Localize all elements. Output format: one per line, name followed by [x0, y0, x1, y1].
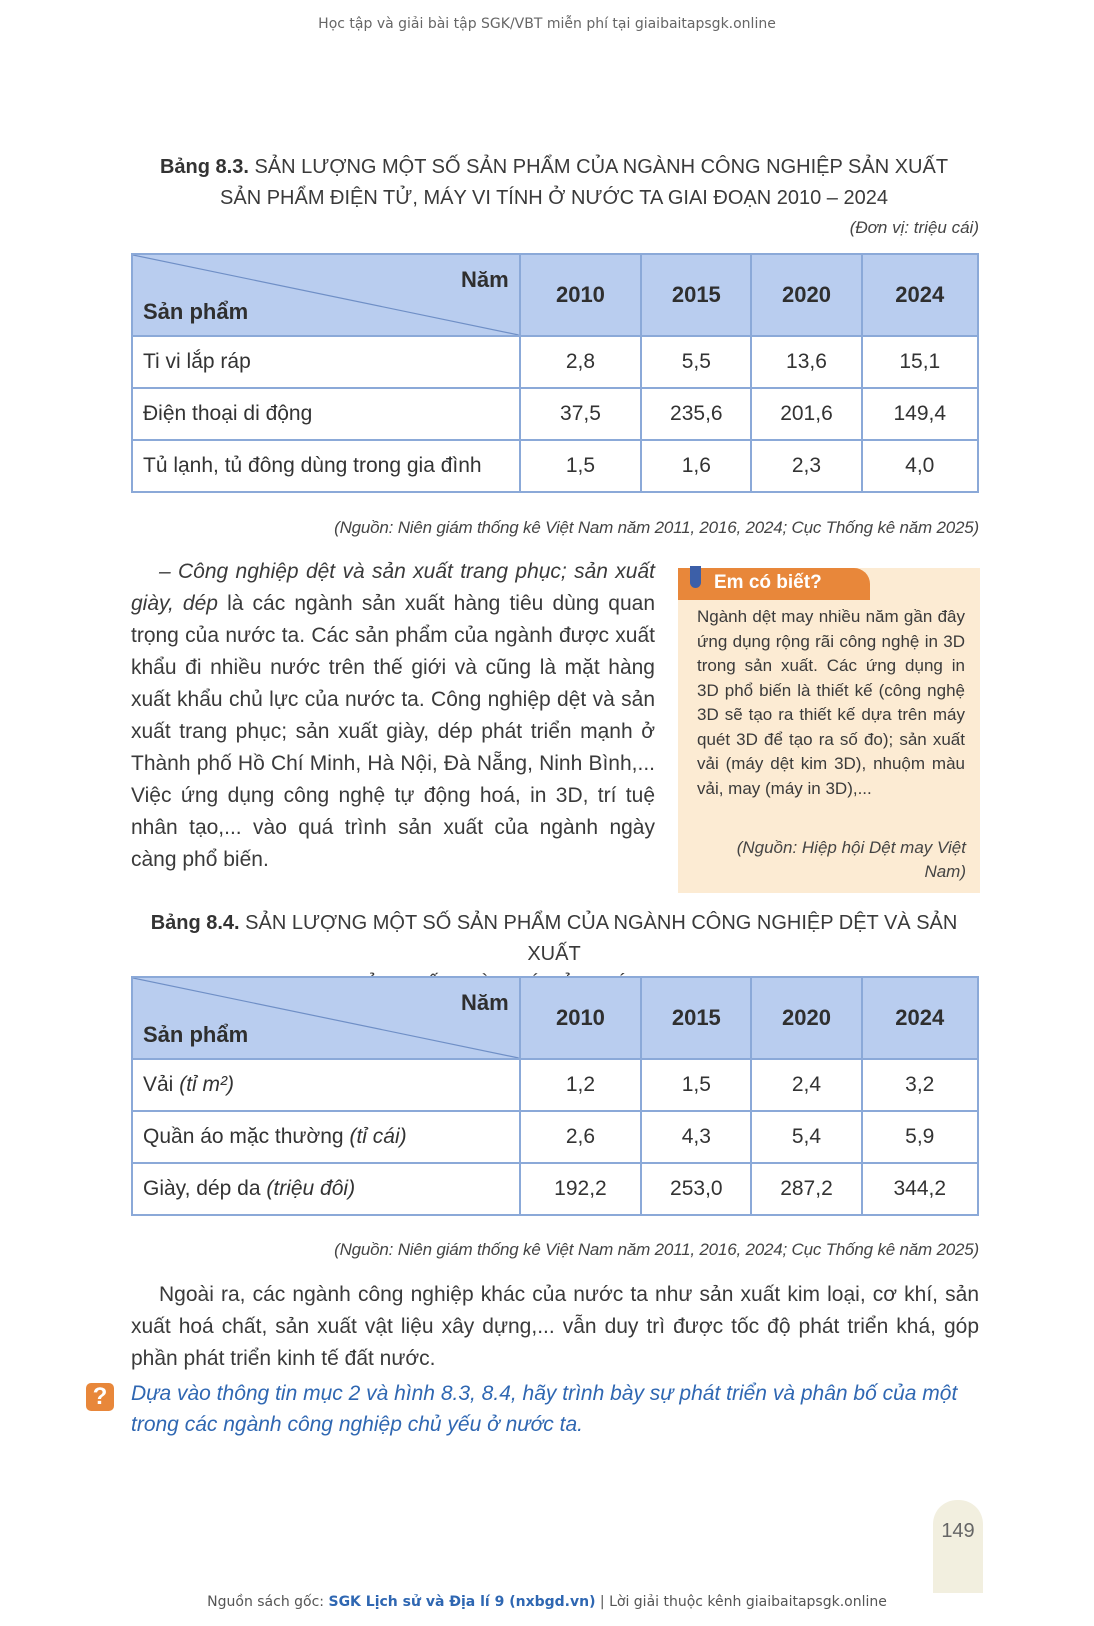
question-icon: ? — [86, 1383, 114, 1411]
table1-year-col: 2024 — [862, 254, 978, 336]
top-note: Học tập và giải bài tập SGK/VBT miễn phí tại giaibaitapsgk.online — [318, 16, 776, 32]
product-name: Vải — [143, 1073, 174, 1096]
table2-year-col: 2010 — [520, 977, 642, 1059]
product-unit: (tỉ cái) — [349, 1125, 407, 1148]
table1-header-row — [132, 254, 978, 336]
row-name — [132, 1059, 520, 1111]
paragraph-italic-lead: – Công nghiệp dệt và sản xuất trang phục; sản xuất giày, dép — [131, 560, 655, 615]
cell-value: 1,5 — [520, 440, 642, 492]
table1-year-col: 2015 — [641, 254, 751, 336]
cell-value: 13,6 — [751, 336, 861, 388]
did-you-know-source: (Nguồn: Hiệp hội Dệt may Việt Nam) — [736, 838, 966, 881]
cell-value: 4,3 — [641, 1111, 751, 1163]
table1-year-col: 2010 — [520, 254, 642, 336]
cell-value: 344,2 — [862, 1163, 978, 1215]
table1-unit: (Đơn vị: triệu cái) — [849, 218, 979, 237]
table1-source: (Nguồn: Niên giám thống kê Việt Nam năm 2011, 2016, 2024; Cục Thống kê năm 2025) — [334, 518, 979, 537]
cell-value: 149,4 — [862, 388, 978, 440]
row-name: Tủ lạnh, tủ đông dùng trong gia đình — [132, 440, 520, 492]
footer — [0, 1594, 1094, 1610]
cell-value: 235,6 — [641, 388, 751, 440]
cell-value: 1,5 — [641, 1059, 751, 1111]
table2-title-line1: SẢN LƯỢNG MỘT SỐ SẢN PHẨM CỦA NGÀNH CÔNG NGHIỆP DỆT VÀ SẢN XUẤT — [245, 912, 958, 965]
table1-caption — [130, 152, 978, 214]
footer-book-link[interactable]: SGK Lịch sử và Địa lí 9 (nxbgd.vn) — [328, 1594, 596, 1610]
bookmark-icon — [690, 566, 701, 588]
paragraph2-body: Ngoài ra, các ngành công nghiệp khác của nước ta như sản xuất kim loại, cơ khí, sản xuất hoá chất, sản xuất vật liệu xây dựng,... vẫn duy trì được tốc độ phát triển khá, góp phần phát triển kinh tế đất nước. — [131, 1283, 979, 1370]
table1-label: Bảng 8.3. — [159, 156, 249, 178]
cell-value: 2,4 — [751, 1059, 861, 1111]
did-you-know-title: Em có biết? — [714, 572, 822, 593]
row-name: Điện thoại di động — [132, 388, 520, 440]
paragraph-other-industries — [131, 1279, 979, 1375]
table2-header-row — [132, 977, 978, 1059]
page-number-tab — [933, 1500, 983, 1593]
cell-value: 2,8 — [520, 336, 642, 388]
product-name: Giày, dép da — [143, 1177, 261, 1200]
table1-header-year: Năm — [460, 267, 509, 292]
table1-title-line2: SẢN PHẨM ĐIỆN TỬ, MÁY VI TÍNH Ở NƯỚC TA GIAI ĐOẠN 2010 – 2024 — [220, 187, 888, 209]
table2-source: (Nguồn: Niên giám thống kê Việt Nam năm 2011, 2016, 2024; Cục Thống kê năm 2025) — [334, 1240, 979, 1259]
table-row — [132, 440, 978, 492]
cell-value: 287,2 — [751, 1163, 861, 1215]
cell-value: 2,3 — [751, 440, 861, 492]
table1-year-col: 2020 — [751, 254, 861, 336]
table-row — [132, 1111, 978, 1163]
row-name: Ti vi lắp ráp — [132, 336, 520, 388]
page-number: 149 — [941, 1520, 975, 1542]
table1-diagonal-header — [132, 254, 520, 336]
cell-value: 201,6 — [751, 388, 861, 440]
table2-year-col: 2024 — [862, 977, 978, 1059]
cell-value: 253,0 — [641, 1163, 751, 1215]
cell-value: 15,1 — [862, 336, 978, 388]
cell-value: 4,0 — [862, 440, 978, 492]
footer-suffix: | Lời giải thuộc kênh giaibaitapsgk.online — [595, 1594, 887, 1610]
cell-value: 3,2 — [862, 1059, 978, 1111]
table2-diagonal-header — [132, 977, 520, 1059]
table2-year-col: 2015 — [641, 977, 751, 1059]
table2 — [131, 976, 979, 1216]
table-row — [132, 388, 978, 440]
cell-value: 192,2 — [520, 1163, 642, 1215]
cell-value: 5,9 — [862, 1111, 978, 1163]
table-row — [132, 1059, 978, 1111]
did-you-know-tab — [678, 568, 870, 600]
table1-title-line1: SẢN LƯỢNG MỘT SỐ SẢN PHẨM CỦA NGÀNH CÔNG NGHIỆP SẢN XUẤT — [254, 156, 949, 178]
product-unit: (triệu đôi) — [266, 1177, 356, 1200]
row-name — [132, 1111, 520, 1163]
cell-value: 2,6 — [520, 1111, 642, 1163]
table2-header-product: Sản phẩm — [143, 1022, 249, 1047]
cell-value: 5,5 — [641, 336, 751, 388]
table1-header-product: Sản phẩm — [143, 299, 249, 324]
table-row — [132, 336, 978, 388]
footer-prefix: Nguồn sách gốc: — [207, 1594, 329, 1610]
paragraph-body: là các ngành sản xuất hàng tiêu dùng quan trọng của nước ta. Các sản phẩm của ngành được xuất khẩu đi nhiều nước trên thế giới và cũng là mặt hàng xuất khẩu chủ lực của nước ta. Công nghiệp dệt và sản xuất trang phục; sản xuất giày, dép phát triển mạnh ở Thành phố Hồ Chí Minh, Hà Nội, Đà Nẵng, Ninh Bình,... Việc ứng dụng công nghệ tự động hoá, in 3D, trí tuệ nhân tạo,... vào quá trình sản xuất của ngành ngày càng phổ biến. — [131, 592, 656, 871]
table2-header-year: Năm — [460, 990, 509, 1015]
table2-label: Bảng 8.4. — [150, 912, 240, 934]
cell-value: 5,4 — [751, 1111, 861, 1163]
table-row — [132, 1163, 978, 1215]
cell-value: 1,2 — [520, 1059, 642, 1111]
question-text: Dựa vào thông tin mục 2 và hình 8.3, 8.4, hãy trình bày sự phát triển và phân bố của một trong các ngành công nghiệp chủ yếu ở nước ta. — [131, 1382, 958, 1436]
row-name — [132, 1163, 520, 1215]
cell-value: 37,5 — [520, 388, 642, 440]
paragraph-textile — [131, 556, 655, 876]
product-unit: (tỉ m²) — [179, 1073, 235, 1096]
table2-year-col: 2020 — [751, 977, 861, 1059]
table1 — [131, 253, 979, 493]
did-you-know-text: Ngành dệt may nhiều năm gần đây ứng dụng rộng rãi công nghệ in 3D trong sản xuất. Các ứng dụng in 3D phổ biến là thiết kế (công nghệ 3D sẽ tạo ra thiết kế dựa trên máy quét 3D để tạo ra số đo); sản xuất vải (máy dệt kim 3D), nhuộm màu vải, may (máy in 3D),... — [697, 607, 965, 798]
product-name: Quần áo mặc thường — [143, 1125, 344, 1148]
cell-value: 1,6 — [641, 440, 751, 492]
